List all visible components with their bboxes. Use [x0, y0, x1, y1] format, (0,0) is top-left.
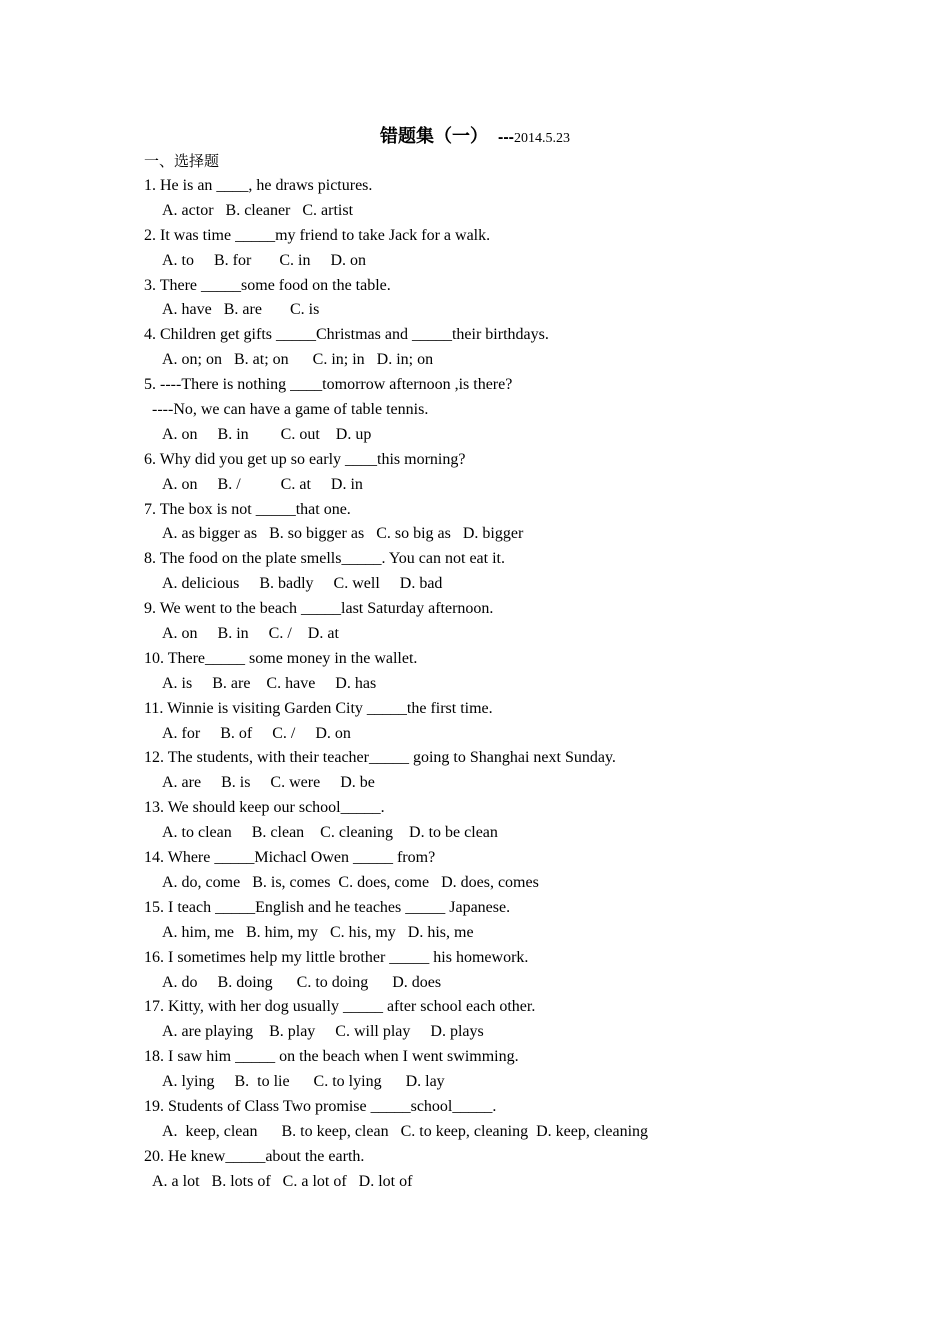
answer-options: A. is B. are C. have D. has	[162, 674, 377, 692]
answer-options: A. have B. are C. is	[162, 301, 320, 319]
title-main: 错题集（一）	[380, 126, 488, 147]
answer-options: A. do B. doing C. to doing D. does	[162, 973, 442, 991]
answer-options: A. on B. in C. out D. up	[162, 425, 372, 443]
answer-options: A. actor B. cleaner C. artist	[162, 201, 354, 219]
answer-options: A. on B. in C. / D. at	[162, 625, 339, 643]
answer-options: ----No, we can have a game of table tennis.	[152, 401, 429, 419]
answer-options: A. keep, clean B. to keep, clean C. to keep, cleaning D. keep, cleaning	[162, 1122, 649, 1140]
answer-options: A. for B. of C. / D. on	[162, 724, 351, 742]
question-text: 18. I saw him _____ on the beach when I went swimming.	[144, 1048, 519, 1066]
question-text: 3. There _____some food on the table.	[144, 276, 391, 294]
question-list	[144, 174, 864, 1195]
question-text: 20. He knew_____about the earth.	[144, 1147, 365, 1165]
question-text: 5. ----There is nothing ____tomorrow afternoon ,is there?	[144, 376, 513, 394]
page-title	[0, 124, 950, 151]
question-text: 8. The food on the plate smells_____. You can not eat it.	[144, 550, 505, 568]
question-text: 14. Where _____Michacl Owen _____ from?	[144, 849, 436, 867]
title-dashes: ---	[498, 129, 514, 146]
question-text: 10. There_____ some money in the wallet.	[144, 649, 418, 667]
section-heading: 一、选择题	[144, 152, 220, 170]
answer-options: A. him, me B. him, my C. his, my D. his, me	[162, 923, 474, 941]
question-text: 15. I teach _____English and he teaches _____ Japanese.	[144, 898, 511, 916]
answer-options: A. on; on B. at; on C. in; in D. in; on	[162, 351, 434, 369]
question-text: 4. Children get gifts _____Christmas and _____their birthdays.	[144, 326, 549, 344]
question-text: 19. Students of Class Two promise _____school_____.	[144, 1097, 497, 1115]
question-text: 11. Winnie is visiting Garden City _____the first time.	[144, 699, 493, 717]
question-text: 7. The box is not _____that one.	[144, 500, 351, 518]
answer-options: A. on B. / C. at D. in	[162, 475, 363, 493]
answer-options: A. to B. for C. in D. on	[162, 251, 366, 269]
answer-options: A. delicious B. badly C. well D. bad	[162, 575, 443, 593]
question-text: 16. I sometimes help my little brother _____ his homework.	[144, 948, 529, 966]
question-text: 9. We went to the beach _____last Saturday afternoon.	[144, 600, 494, 618]
answer-options: A. do, come B. is, comes C. does, come D. does, comes	[162, 873, 539, 891]
question-text: 6. Why did you get up so early ____this morning?	[144, 450, 466, 468]
answer-options: A. lying B. to lie C. to lying D. lay	[162, 1073, 445, 1091]
question-text: 13. We should keep our school_____.	[144, 799, 385, 817]
answer-options: A. to clean B. clean C. cleaning D. to be clean	[162, 824, 498, 842]
question-text: 17. Kitty, with her dog usually _____ after school each other.	[144, 998, 536, 1016]
answer-options: A. are B. is C. were D. be	[162, 774, 375, 792]
answer-options: A. as bigger as B. so bigger as C. so big as D. bigger	[162, 525, 524, 543]
question-text: 2. It was time _____my friend to take Jack for a walk.	[144, 226, 491, 244]
question-text: 12. The students, with their teacher_____ going to Shanghai next Sunday.	[144, 749, 616, 767]
question-text: 1. He is an ____, he draws pictures.	[144, 177, 373, 194]
answer-options: A. a lot B. lots of C. a lot of D. lot of	[152, 1172, 413, 1190]
title-date: 2014.5.23	[513, 131, 570, 146]
answer-options: A. are playing B. play C. will play D. plays	[162, 1023, 484, 1041]
